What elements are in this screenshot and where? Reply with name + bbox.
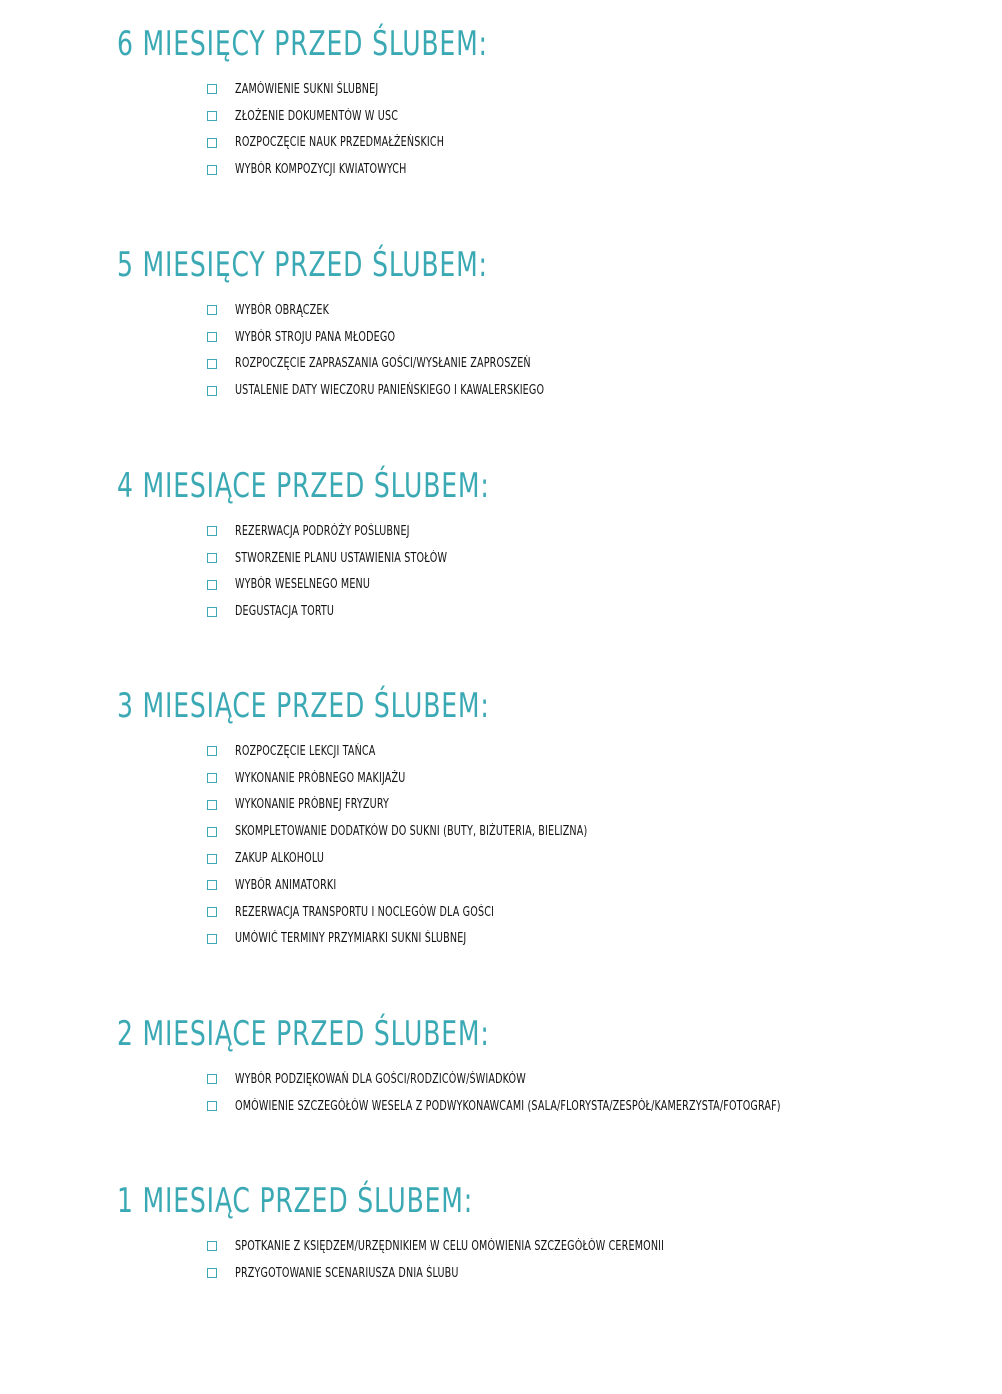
section-heading: 4 MIESIĄCE PRZED ŚLUBEM:	[117, 466, 490, 506]
checklist-item-label: USTALENIE DATY WIECZORU PANIEŃSKIEGO I KAWALERSKIEGO	[235, 383, 545, 399]
checklist-item-label: STWORZENIE PLANU USTAWIENIA STOŁÓW	[235, 550, 448, 566]
checklist-item[interactable]	[207, 324, 612, 351]
checklist-item[interactable]	[207, 1093, 901, 1120]
section-heading: 3 MIESIĄCE PRZED ŚLUBEM:	[117, 686, 490, 726]
checkbox[interactable]	[207, 305, 217, 315]
checklist-item-label: WYBÓR ANIMATORKI	[235, 877, 337, 893]
checkbox[interactable]	[207, 165, 217, 175]
checklist-item[interactable]	[207, 76, 490, 103]
checkbox[interactable]	[207, 580, 217, 590]
checkbox[interactable]	[207, 553, 217, 563]
checklist-item-label: WYBÓR PODZIĘKOWAŃ DLA GOŚCI/RODZICÓW/ŚWIADKÓW	[235, 1071, 526, 1087]
checkbox[interactable]	[207, 359, 217, 369]
checklist-item-label: SKOMPLETOWANIE DODATKÓW DO SUKNI (BUTY, BIŻUTERIA, BIELIZNA)	[235, 824, 588, 840]
checkbox[interactable]	[207, 1268, 217, 1278]
checklist-item-label: REZERWACJA PODRÓŻY POŚLUBNEJ	[235, 523, 410, 539]
checklist-item-label: WYBÓR OBRĄCZEK	[235, 302, 330, 318]
checkbox[interactable]	[207, 880, 217, 890]
checklist-item[interactable]	[207, 1260, 758, 1287]
checkbox[interactable]	[207, 1101, 217, 1111]
checklist-item[interactable]	[207, 738, 665, 765]
checkbox[interactable]	[207, 332, 217, 342]
checklist-item-label: ZAKUP ALKOHOLU	[235, 851, 325, 867]
checklist-item[interactable]	[207, 297, 612, 324]
checklist-item[interactable]	[207, 845, 665, 872]
checkbox[interactable]	[207, 773, 217, 783]
checklist-item-label: DEGUSTACJA TORTU	[235, 604, 335, 620]
checklist-item-label: REZERWACJA TRANSPORTU I NOCLEGÓW DLA GOŚCI	[235, 904, 495, 920]
checklist-item-label: SPOTKANIE Z KSIĘDZEM/URZĘDNIKIEM W CELU OMÓWIENIA SZCZEGÓŁÓW CEREMONII	[235, 1238, 665, 1254]
checkbox[interactable]	[207, 827, 217, 837]
checklist	[207, 738, 665, 952]
checklist-item[interactable]	[207, 103, 490, 130]
checkbox[interactable]	[207, 526, 217, 536]
checklist-item[interactable]	[207, 377, 612, 404]
checkbox[interactable]	[207, 907, 217, 917]
checkbox[interactable]	[207, 800, 217, 810]
checklist-item[interactable]	[207, 765, 665, 792]
checklist-item[interactable]	[207, 872, 665, 899]
checklist-item-label: UMÓWIĆ TERMINY PRZYMIARKI SUKNI ŚLUBNEJ	[235, 931, 467, 947]
checklist-item-label: WYKONANIE PRÓBNEGO MAKIJAŻU	[235, 770, 406, 786]
checklist	[207, 518, 494, 625]
section-heading: 5 MIESIĘCY PRZED ŚLUBEM:	[117, 245, 488, 285]
checklist-item-label: WYBÓR STROJU PANA MŁODEGO	[235, 329, 396, 345]
checklist-item[interactable]	[207, 156, 490, 183]
checklist-item-label: PRZYGOTOWANIE SCENARIUSZA DNIA ŚLUBU	[235, 1265, 459, 1281]
checklist-item-label: ZŁOŻENIE DOKUMENTÓW W USC	[235, 108, 399, 124]
checkbox[interactable]	[207, 386, 217, 396]
checklist-item[interactable]	[207, 598, 494, 625]
checklist-item-label: WYKONANIE PRÓBNEJ FRYZURY	[235, 797, 389, 813]
checklist-item[interactable]	[207, 518, 494, 545]
checklist	[207, 1066, 901, 1120]
section-heading: 6 MIESIĘCY PRZED ŚLUBEM:	[117, 24, 488, 64]
checklist-item-label: OMÓWIENIE SZCZEGÓŁÓW WESELA Z PODWYKONAWCAMI (SALA/FLORYSTA/ZESPÓŁ/KAMERZYSTA/FOTOGRAF)	[235, 1098, 781, 1114]
section-heading: 1 MIESIĄC PRZED ŚLUBEM:	[117, 1181, 474, 1221]
checklist-item-label: ROZPOCZĘCIE LEKCJI TAŃCA	[235, 743, 376, 759]
checklist-item-label: WYBÓR KOMPOZYCJI KWIATOWYCH	[235, 162, 407, 178]
checkbox[interactable]	[207, 1241, 217, 1251]
section-heading: 2 MIESIĄCE PRZED ŚLUBEM:	[117, 1014, 490, 1054]
checkbox[interactable]	[207, 854, 217, 864]
checklist-item[interactable]	[207, 818, 665, 845]
checklist	[207, 297, 612, 404]
checkbox[interactable]	[207, 746, 217, 756]
checklist-item-label: ROZPOCZĘCIE ZAPRASZANIA GOŚCI/WYSŁANIE ZAPROSZEŃ	[235, 356, 531, 372]
checklist-item[interactable]	[207, 572, 494, 599]
checkbox[interactable]	[207, 1074, 217, 1084]
checklist-item[interactable]	[207, 1066, 901, 1093]
checklist-item[interactable]	[207, 1233, 758, 1260]
checklist-item[interactable]	[207, 899, 665, 926]
checkbox[interactable]	[207, 138, 217, 148]
checkbox[interactable]	[207, 84, 217, 94]
checklist-item[interactable]	[207, 926, 665, 953]
checklist-item[interactable]	[207, 545, 494, 572]
checkbox[interactable]	[207, 934, 217, 944]
checklist-item-label: WYBÓR WESELNEGO MENU	[235, 577, 371, 593]
checkbox[interactable]	[207, 111, 217, 121]
checklist-item[interactable]	[207, 792, 665, 819]
checklist-item-label: ROZPOCZĘCIE NAUK PRZEDMAŁŻEŃSKICH	[235, 135, 445, 151]
checkbox[interactable]	[207, 607, 217, 617]
checklist-item-label: ZAMÓWIENIE SUKNI ŚLUBNEJ	[235, 81, 379, 97]
checklist-item[interactable]	[207, 351, 612, 378]
checklist	[207, 1233, 758, 1287]
checklist-item[interactable]	[207, 130, 490, 157]
checklist	[207, 76, 490, 183]
